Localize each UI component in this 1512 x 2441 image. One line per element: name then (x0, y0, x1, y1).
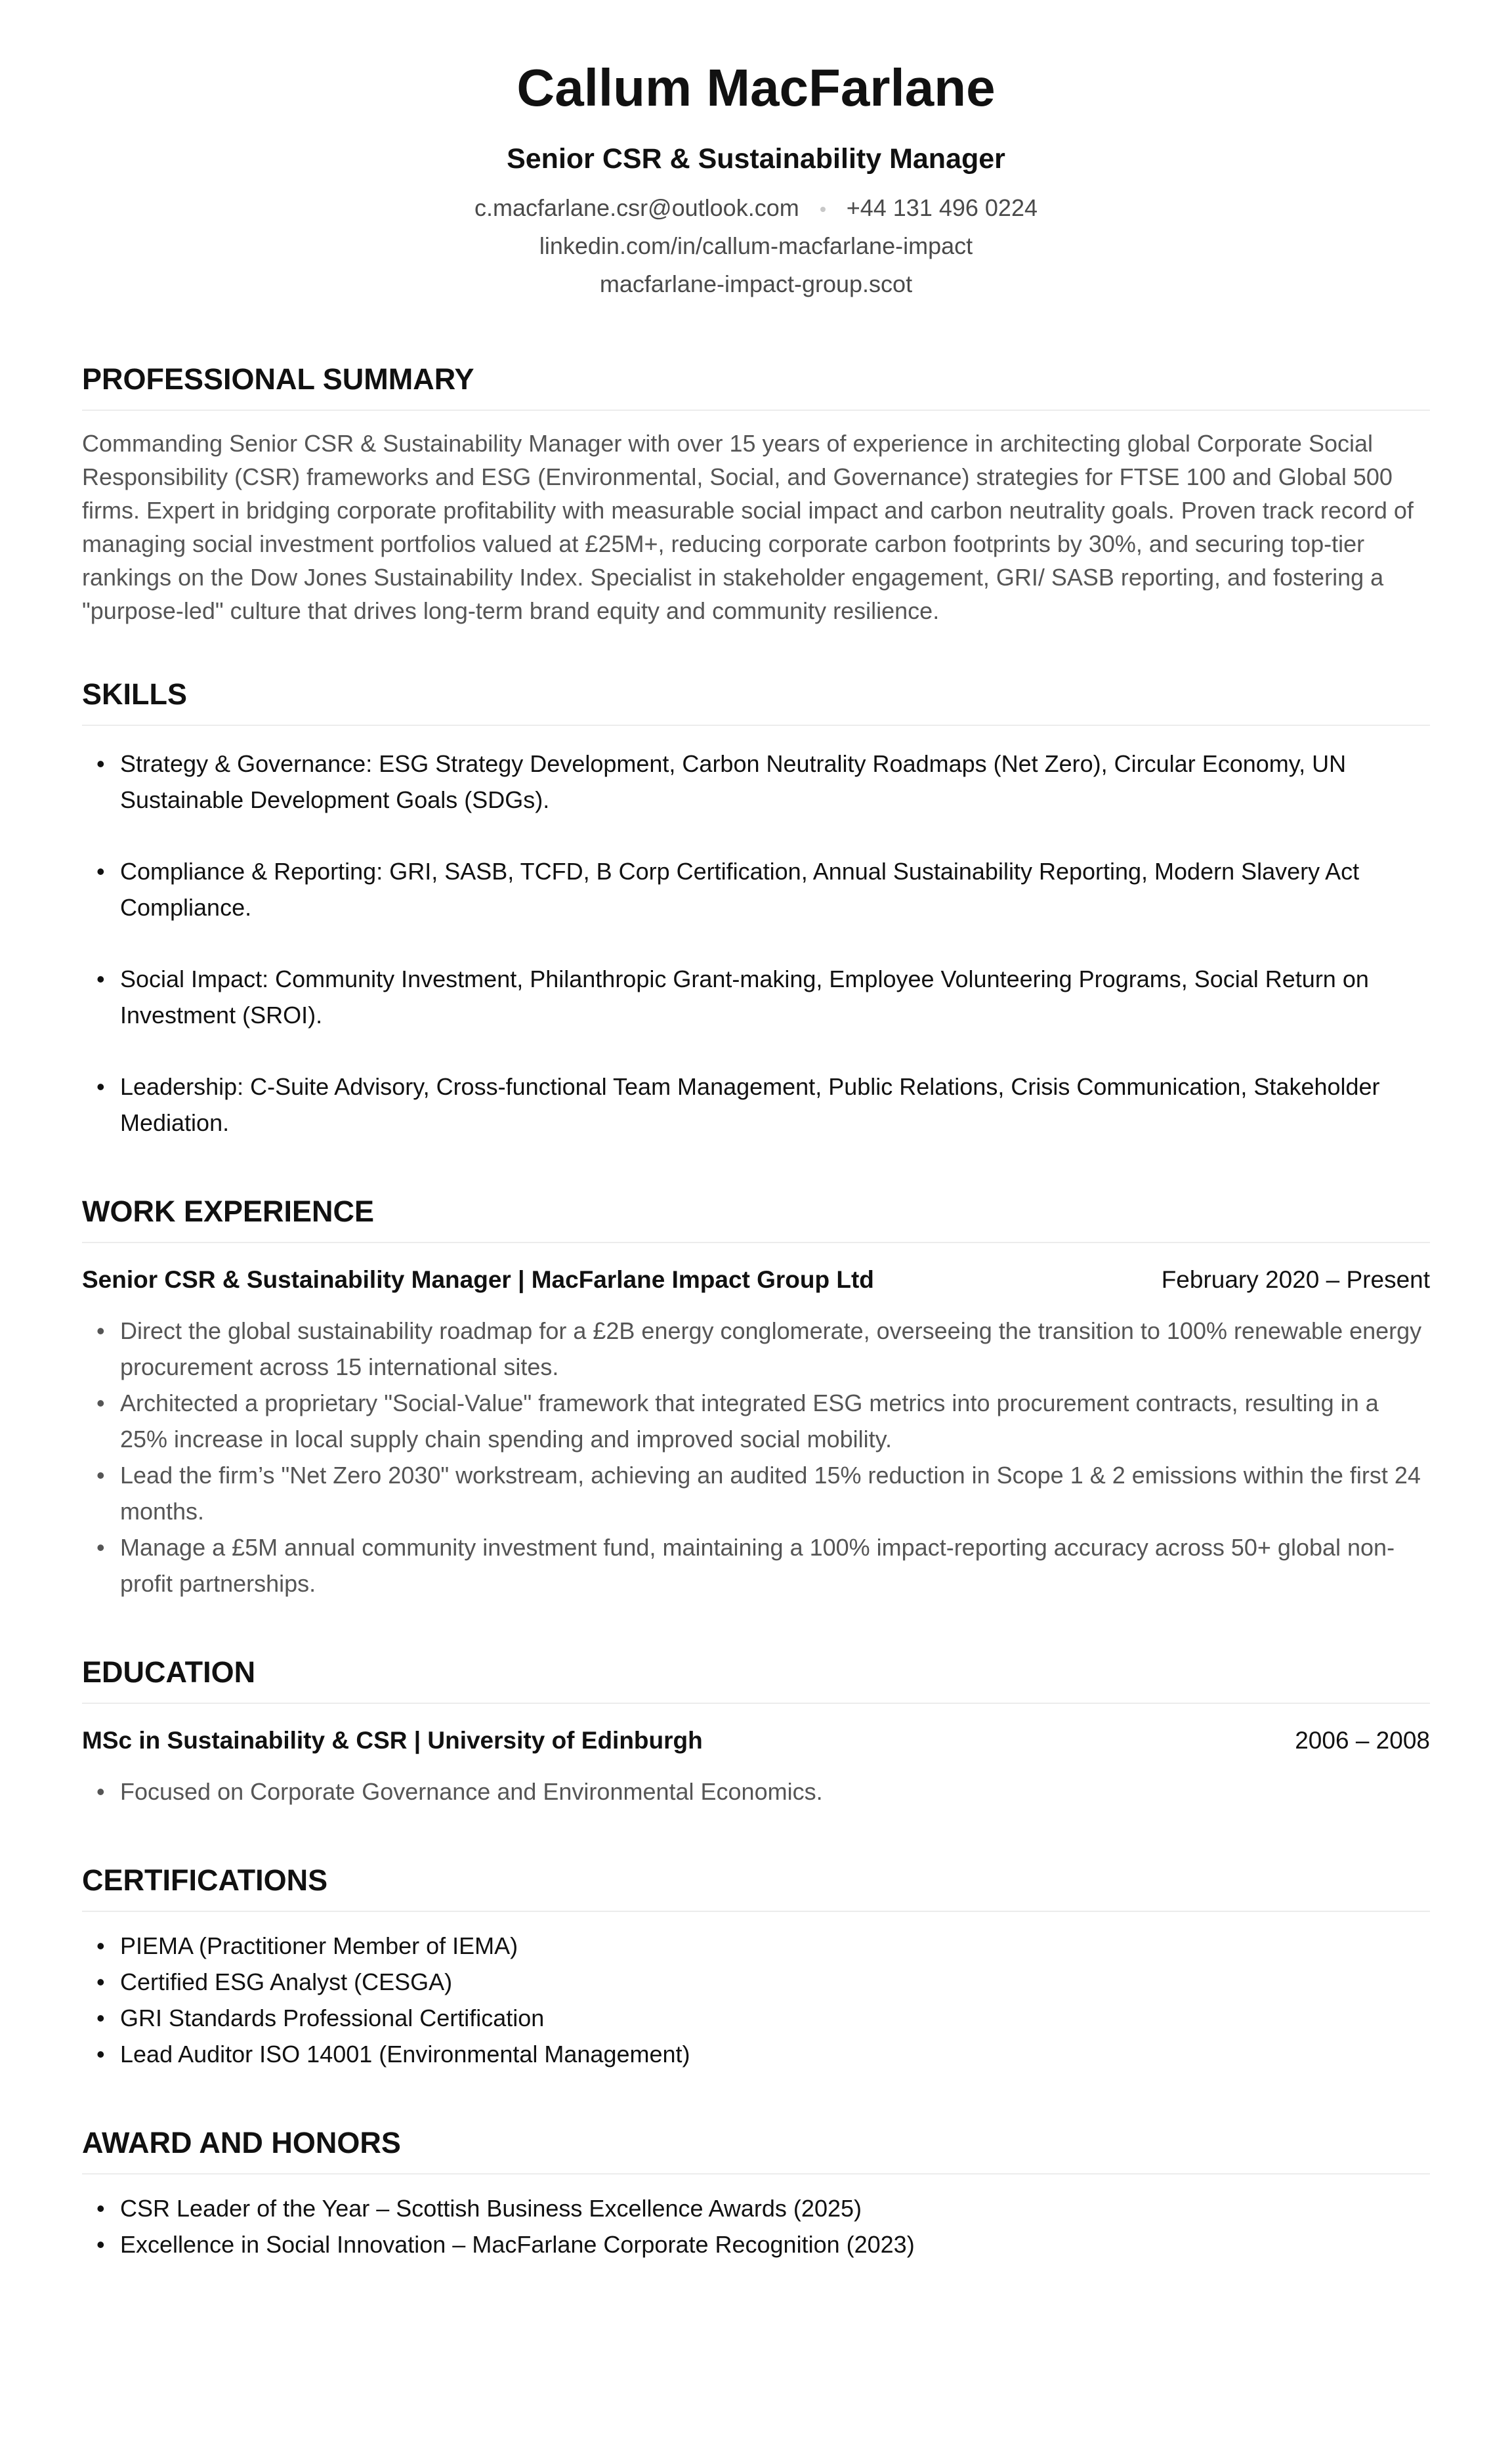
candidate-name: Callum MacFarlane (516, 58, 996, 117)
certifications-section (82, 1861, 1430, 2072)
candidate-headline: Senior CSR & Sustainability Manager (507, 143, 1005, 175)
summary-text: Commanding Senior CSR & Sustainability Manager with over 15 years of experience in architecting global Corporate Social Responsibility (CSR) frameworks and ESG (Environmental, Social, and Governance) strategies for FTSE 100 and Global 500 firms. Expert in bridging corporate profitability with measurable social impact and carbon neutrality goals. Proven track record of managing social investment portfolios valued at £25M+, reducing corporate carbon footprints by 30%, and securing top-tier rankings on the Dow Jones Sustainability Index. Specialist in stakeholder engagement, GRI/ SASB reporting, and fostering a "purpose-led" culture that drives long-term brand equity and community resilience. (82, 430, 1414, 624)
separator-dot-icon (820, 207, 826, 212)
skills-list (82, 746, 1430, 1141)
contact-info (82, 189, 1430, 303)
skills-heading: SKILLS (82, 675, 1430, 726)
experience-bullet: • Lead the firm’s "Net Zero 2030" workstream, achieving an audited 15% reduction in Scope 1 & 2 emissions within the first 24 months. (82, 1457, 1430, 1529)
education-bullet: • Focused on Corporate Governance and Environmental Economics. (82, 1773, 1430, 1810)
certifications-list (82, 1928, 1430, 2072)
skill-item: • Social Impact: Community Investment, Philanthropic Grant-making, Employee Volunteering Programs, Social Return on Investment (SROI). (82, 961, 1430, 1033)
experience-bullet: • Direct the global sustainability roadmap for a £2B energy conglomerate, overseeing the transition to 100% renewable energy procurement across 15 international sites. (82, 1313, 1430, 1385)
linkedin-link[interactable]: linkedin.com/in/callum-macfarlane-impact (539, 232, 973, 259)
degree-title: MSc in Sustainability & CSR | University of Edinburgh (82, 1727, 703, 1754)
experience-bullet: • Architected a proprietary "Social-Value" framework that integrated ESG metrics into procurement contracts, resulting in a 25% increase in local supply chain spending and improved social mobility. (82, 1385, 1430, 1457)
experience-heading: WORK EXPERIENCE (82, 1192, 1430, 1243)
experience-bullets (82, 1313, 1430, 1602)
certification-item: • PIEMA (Practitioner Member of IEMA) (82, 1928, 1430, 1964)
email-link[interactable]: c.macfarlane.csr@outlook.com (474, 194, 799, 221)
awards-section (82, 2123, 1430, 2262)
phone-number[interactable]: +44 131 496 0224 (846, 194, 1038, 221)
education-entry-header (82, 1724, 1430, 1758)
job-title: Senior CSR & Sustainability Manager | MacFarlane Impact Group Ltd (82, 1266, 874, 1293)
certification-item: • GRI Standards Professional Certification (82, 2000, 1430, 2036)
website-link[interactable]: macfarlane-impact-group.scot (599, 270, 913, 297)
experience-bullet: • Manage a £5M annual community investment fund, maintaining a 100% impact-reporting accuracy across 50+ global non-profit partnerships. (82, 1529, 1430, 1602)
awards-heading: AWARD AND HONORS (82, 2123, 1430, 2175)
awards-list (82, 2190, 1430, 2262)
summary-section (82, 360, 1430, 627)
summary-heading: PROFESSIONAL SUMMARY (82, 360, 1430, 411)
award-item: • Excellence in Social Innovation – MacFarlane Corporate Recognition (2023) (82, 2226, 1430, 2262)
education-section (82, 1653, 1430, 1810)
education-dates: 2006 – 2008 (1295, 1727, 1430, 1754)
contact-line-primary (82, 189, 1430, 227)
certification-item: • Lead Auditor ISO 14001 (Environmental Management) (82, 2036, 1430, 2072)
certifications-heading: CERTIFICATIONS (82, 1861, 1430, 1912)
skill-item: • Leadership: C-Suite Advisory, Cross-functional Team Management, Public Relations, Crisis Communication, Stakeholder Mediation. (82, 1069, 1430, 1141)
experience-entry-header (82, 1263, 1430, 1297)
skill-item: • Strategy & Governance: ESG Strategy Development, Carbon Neutrality Roadmaps (Net Zero), Circular Economy, UN Sustainable Development Goals (SDGs). (82, 746, 1430, 818)
job-dates: February 2020 – Present (1161, 1266, 1430, 1293)
skill-item: • Compliance & Reporting: GRI, SASB, TCFD, B Corp Certification, Annual Sustainability Reporting, Modern Slavery Act Compliance. (82, 853, 1430, 925)
experience-section (82, 1192, 1430, 1602)
education-heading: EDUCATION (82, 1653, 1430, 1704)
education-bullets (82, 1773, 1430, 1810)
skills-section (82, 675, 1430, 1141)
certification-item: • Certified ESG Analyst (CESGA) (82, 1964, 1430, 2000)
award-item: • CSR Leader of the Year – Scottish Business Excellence Awards (2025) (82, 2190, 1430, 2226)
resume-header (82, 0, 1430, 303)
